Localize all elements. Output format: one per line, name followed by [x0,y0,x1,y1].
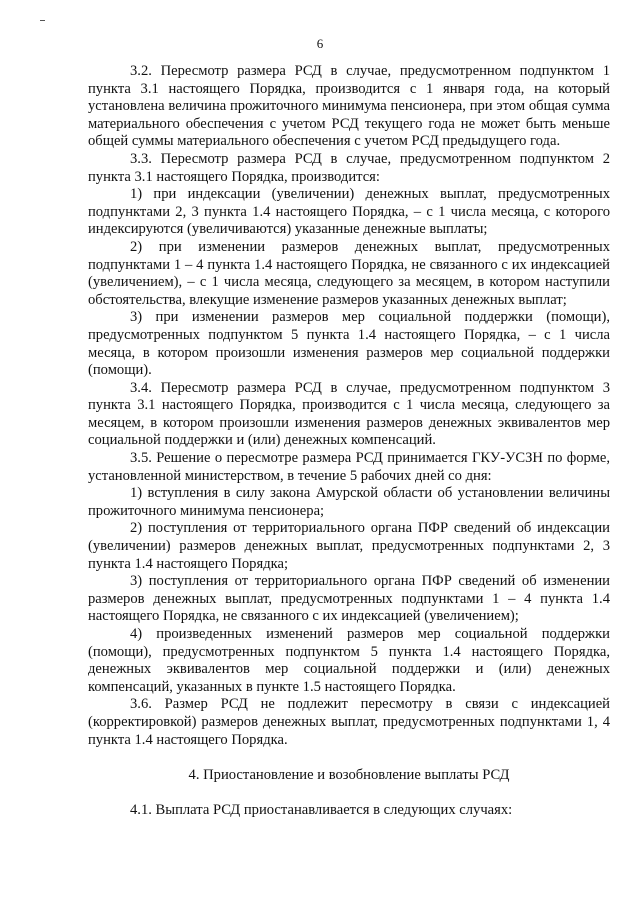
paragraph-3-2: 3.2. Пересмотр размера РСД в случае, предусмотренном подпунктом 1 пункта 3.1 настоящего Порядка, производится с 1 января года, на который установлена величина прожиточного минимума пенсионера, при этом общая сумма материального обеспечения с учетом РСД текущего года не может быть меньше общей суммы материального обеспечения с учетом РСД предыдущего года. [88,63,610,150]
section-heading: 4. Приостановление и возобновление выплаты РСД [188,767,510,784]
paragraph-3-5: 3.5. Решение о пересмотре размера РСД принимается ГКУ-УСЗН по форме, установленной министерством, в течение 5 рабочих дней со дня: [88,450,610,484]
scan-speck [40,20,45,21]
page-number: 6 [316,36,324,51]
document-body [88,63,610,819]
paragraph-3-3: 3.3. Пересмотр размера РСД в случае, предусмотренном подпунктом 2 пункта 3.1 настоящего Порядка, производится: [88,150,610,185]
paragraph-3-3-item-1: 1) при индексации (увеличении) денежных выплат, предусмотренных подпунктами 2, 3 пункта 1.4 настоящего Порядка, – с 1 числа месяца, с которого индексируются (увеличиваются) указанные денежные выплаты; [88,186,610,238]
paragraph-3-5-item-3: 3) поступления от территориального органа ПФР сведений об изменении размеров денежных выплат, предусмотренных подпунктами 1 – 4 пункта 1.4 настоящего Порядка, не связанного с их индексацией (увеличением); [88,573,610,625]
paragraph-3-4: 3.4. Пересмотр размера РСД в случае, предусмотренном подпунктом 3 пункта 3.1 настоящего Порядка, производится с 1 числа месяца, следующего за месяцем, в котором произошли изменения размеров денежных эквивалентов мер социальной поддержки и (или) денежных компенсаций. [88,379,610,449]
paragraph-3-5-item-1: 1) вступления в силу закона Амурской области об установлении величины прожиточного минимума пенсионера; [88,485,610,519]
paragraph-4-1: 4.1. Выплата РСД приостанавливается в следующих случаях: [130,801,513,818]
paragraph-3-5-item-4: 4) произведенных изменений размеров мер социальной поддержки (помощи), предусмотренных подпунктом 5 пункта 1.4 настоящего Порядка, денежных эквивалентов мер социальной поддержки и (или) денежных компенсаций, указанных в пункте 1.5 настоящего Порядка. [88,626,610,695]
paragraph-3-3-item-2: 2) при изменении размеров денежных выплат, предусмотренных подпунктами 1 – 4 пункта 1.4 настоящего Порядка, не связанного с их индексацией (увеличением), – с 1 числа месяца, следующего за месяцем, в котором наступили обстоятельства, влекущие изменение размеров указанных денежных выплат; [88,238,610,308]
paragraph-3-6: 3.6. Размер РСД не подлежит пересмотру в связи с индексацией (корректировкой) размеров денежных выплат, предусмотренных подпунктами 1, 4 пункта 1.4 настоящего Порядка. [88,696,610,748]
paragraph-3-5-item-2: 2) поступления от территориального органа ПФР сведений об индексации (увеличении) размеров денежных выплат, предусмотренных подпунктами 2, 3 пункта 1.4 настоящего Порядка; [88,520,610,572]
paragraph-3-3-item-3: 3) при изменении размеров мер социальной поддержки (помощи), предусмотренных подпунктом 5 пункта 1.4 настоящего Порядка, – с 1 числа месяца, в котором произошли изменения размеров мер социальной поддержки (помощи). [88,309,610,379]
